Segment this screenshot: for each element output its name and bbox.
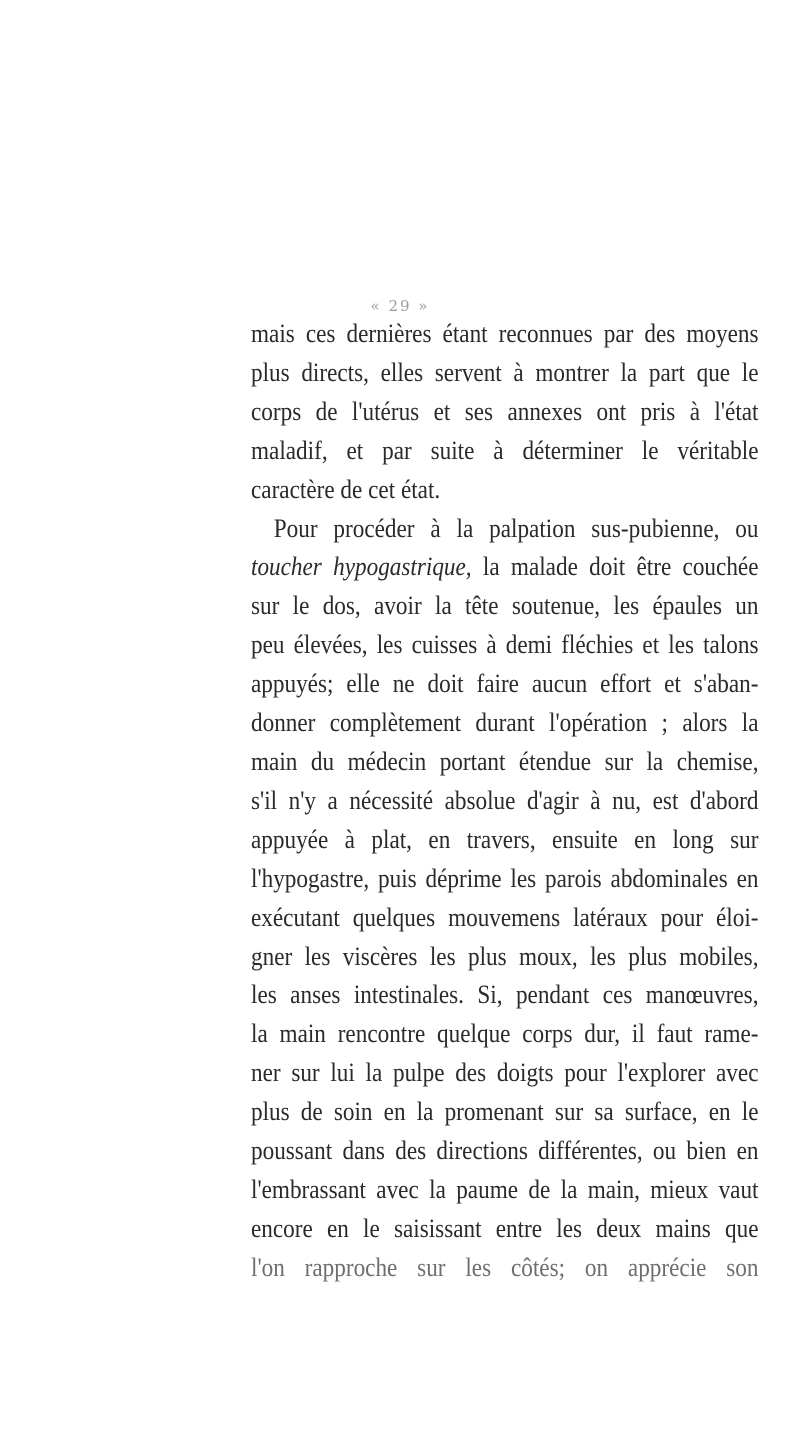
text-line: poussant dans des directions différentes, ou bien en (251, 1135, 759, 1166)
text-line (251, 547, 759, 586)
text-line-rest: la malade doit être couchée (482, 551, 759, 582)
text-line: Pour procéder à la palpation sus-pubienne, ou (273, 512, 759, 543)
text-line: ner sur lui la pulpe des doigts pour l'explorer avec (251, 1057, 759, 1088)
text-line: appuyée à plat, en travers, ensuite en long sur (251, 823, 759, 854)
italic-term: toucher hypogastrique, (251, 551, 472, 582)
text-line: appuyés; elle ne doit faire aucun effort et s'aban- (251, 668, 759, 699)
text-line: corps de l'utérus et ses annexes ont pris à l'état (251, 395, 759, 426)
text-line: l'on rapproche sur les côtés; on apprécie son (251, 1251, 759, 1282)
text-line: caractère de cet état. (251, 473, 441, 504)
text-line: l'hypogastre, puis déprime les parois abdominales en (251, 862, 759, 893)
text-line: l'embrassant avec la paume de la main, mieux vaut (251, 1173, 759, 1204)
text-line: gner les viscères les plus moux, les plus mobiles, (251, 940, 759, 971)
body-text (251, 314, 759, 1287)
text-line: plus directs, elles servent à montrer la part que le (251, 356, 759, 387)
text-line: la main rencontre quelque corps dur, il faut rame- (251, 1018, 759, 1049)
text-line: encore en le saisissant entre les deux mains que (251, 1212, 759, 1243)
text-line: main du médecin portant étendue sur la chemise, (251, 745, 759, 776)
text-line: maladif, et par suite à déterminer le véritable (251, 434, 759, 465)
text-line: exécutant quelques mouvemens latéraux pour éloi- (251, 901, 759, 932)
text-line: sur le dos, avoir la tête soutenue, les épaules un (251, 590, 759, 621)
text-line: plus de soin en la promenant sur sa surface, en le (251, 1096, 759, 1127)
text-line: donner complètement durant l'opération ; alors la (251, 707, 759, 738)
page-number: « 29 » (370, 297, 430, 315)
text-line: mais ces dernières étant reconnues par des moyens (251, 318, 759, 348)
text-line: peu élevées, les cuisses à demi fléchies et les talons (251, 629, 759, 660)
text-line: les anses intestinales. Si, pendant ces manœuvres, (251, 979, 759, 1010)
text-line: s'il n'y a nécessité absolue d'agir à nu, est d'abord (251, 784, 759, 815)
